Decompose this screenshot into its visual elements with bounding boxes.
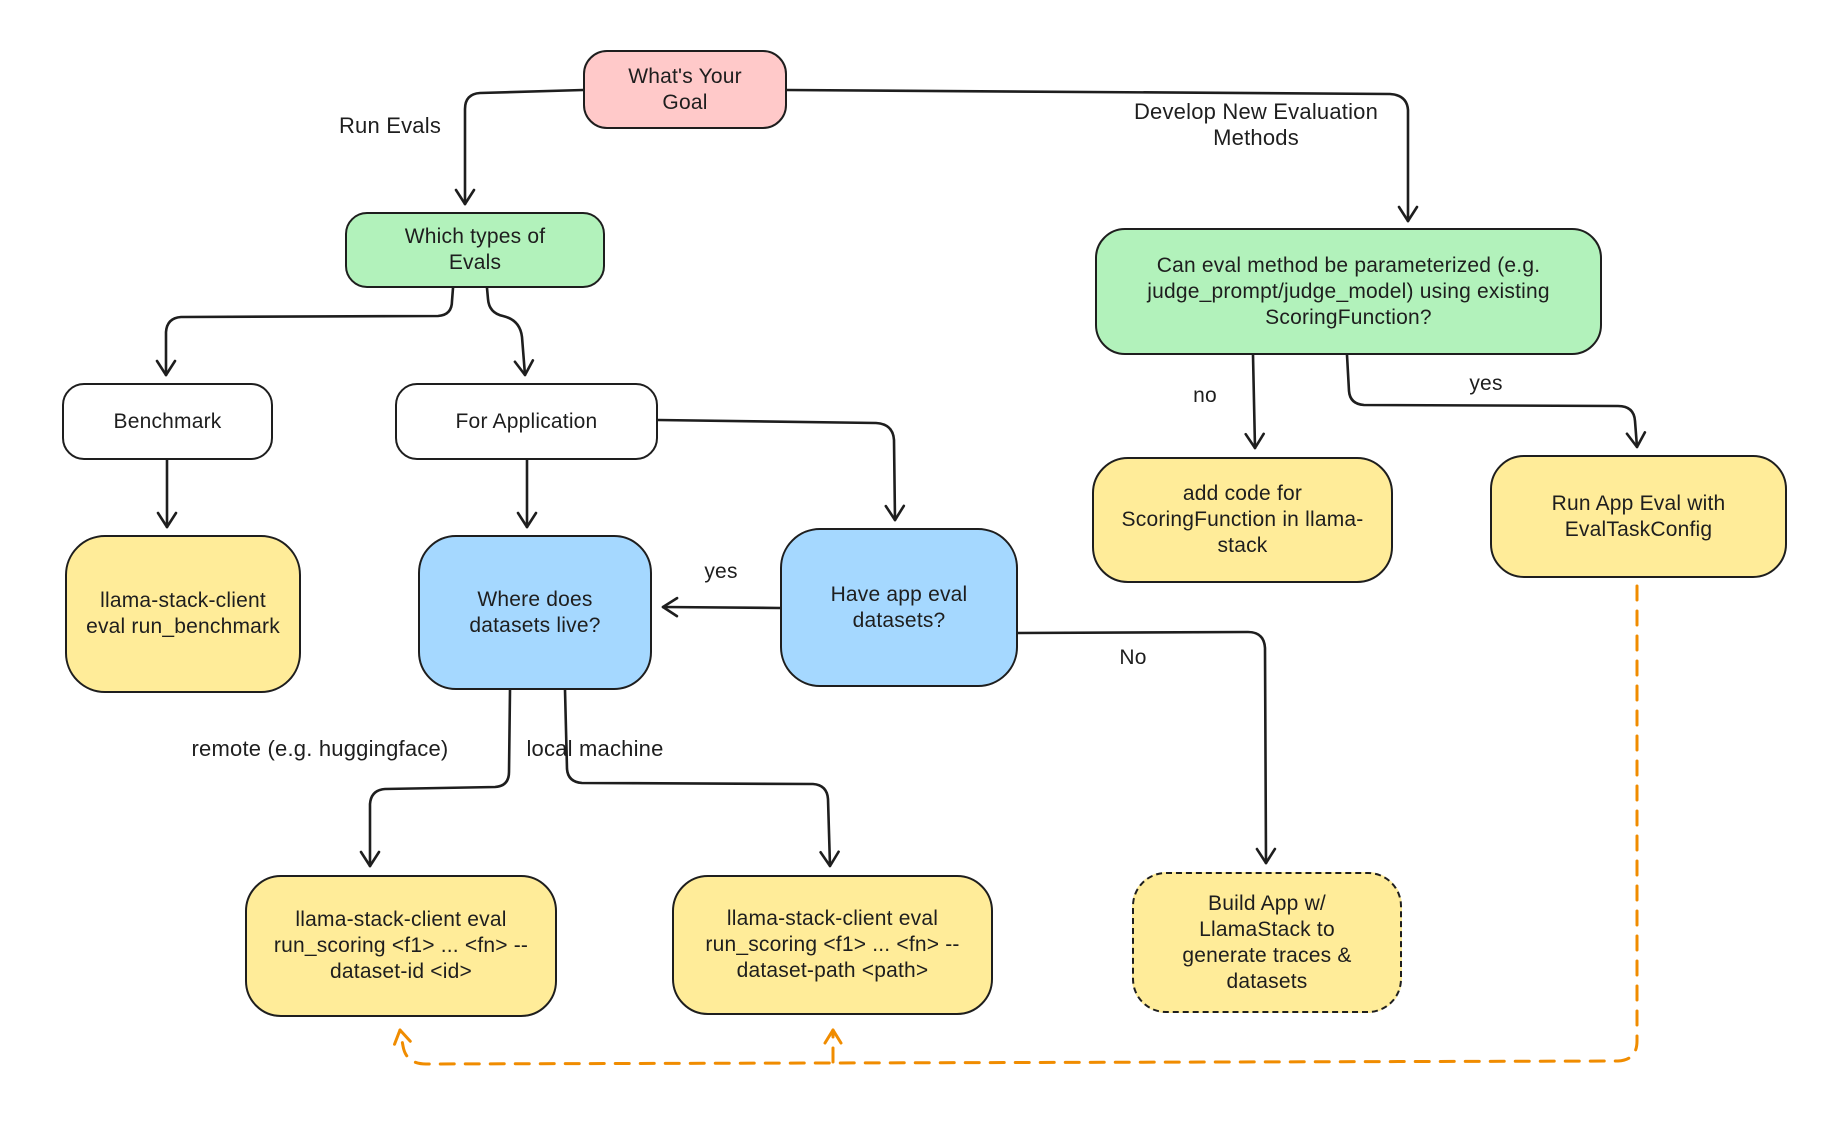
edge-which-types-to-for-application: [487, 288, 525, 375]
node-build-app-with-llamastack: Build App w/ LlamaStack to generate traces & datasets: [1132, 872, 1402, 1013]
node-whats-your-goal: What's Your Goal: [583, 50, 787, 129]
edge-can-parameterize-no-to-add-code: [1253, 355, 1255, 448]
edge-where-datasets-remote-to-run-scoring-id: [370, 690, 510, 866]
node-for-application: For Application: [395, 383, 658, 460]
node-benchmark: Benchmark: [62, 383, 273, 460]
node-run-scoring-dataset-path: llama-stack-client eval run_scoring <f1> ... <fn> --dataset-path <path>: [672, 875, 993, 1015]
edge-label-no-parameterize: no: [1193, 384, 1217, 407]
node-which-types-of-evals: Which types of Evals: [345, 212, 605, 288]
edge-label-local-machine: local machine: [526, 736, 664, 761]
edge-can-parameterize-yes-to-run-app-eval: [1347, 355, 1637, 447]
node-can-eval-method-be-parameterized: Can eval method be parameterized (e.g. judge_prompt/judge_model) using existing ScoringFunction?: [1095, 228, 1602, 355]
edge-label-yes-parameterize: yes: [1469, 372, 1503, 395]
edge-label-develop-new-evaluation-methods: Develop New Evaluation Methods: [1133, 99, 1379, 150]
node-add-code-for-scoringfunction: add code for ScoringFunction in llama-stack: [1092, 457, 1393, 583]
node-run-app-eval-with-evaltaskconfig: Run App Eval with EvalTaskConfig: [1490, 455, 1787, 578]
edge-goal-to-which-types: [465, 90, 583, 204]
edge-which-types-to-benchmark: [166, 288, 453, 375]
edge-for-application-to-have-datasets: [658, 420, 895, 520]
edge-have-datasets-yes-to-where-datasets: [663, 607, 780, 608]
node-where-does-datasets-live: Where does datasets live?: [418, 535, 652, 690]
edge-label-no-have-datasets: No: [1119, 646, 1147, 669]
edge-label-yes-have-datasets: yes: [704, 560, 738, 583]
node-have-app-eval-datasets: Have app eval datasets?: [780, 528, 1018, 687]
edge-label-remote-huggingface: remote (e.g. huggingface): [191, 736, 449, 761]
edge-where-datasets-local-to-run-scoring-path: [565, 690, 830, 866]
edge-label-run-evals: Run Evals: [338, 113, 442, 138]
node-run-scoring-dataset-id: llama-stack-client eval run_scoring <f1> ... <fn> --dataset-id <id>: [245, 875, 557, 1017]
node-run-benchmark-command: llama-stack-client eval run_benchmark: [65, 535, 301, 693]
